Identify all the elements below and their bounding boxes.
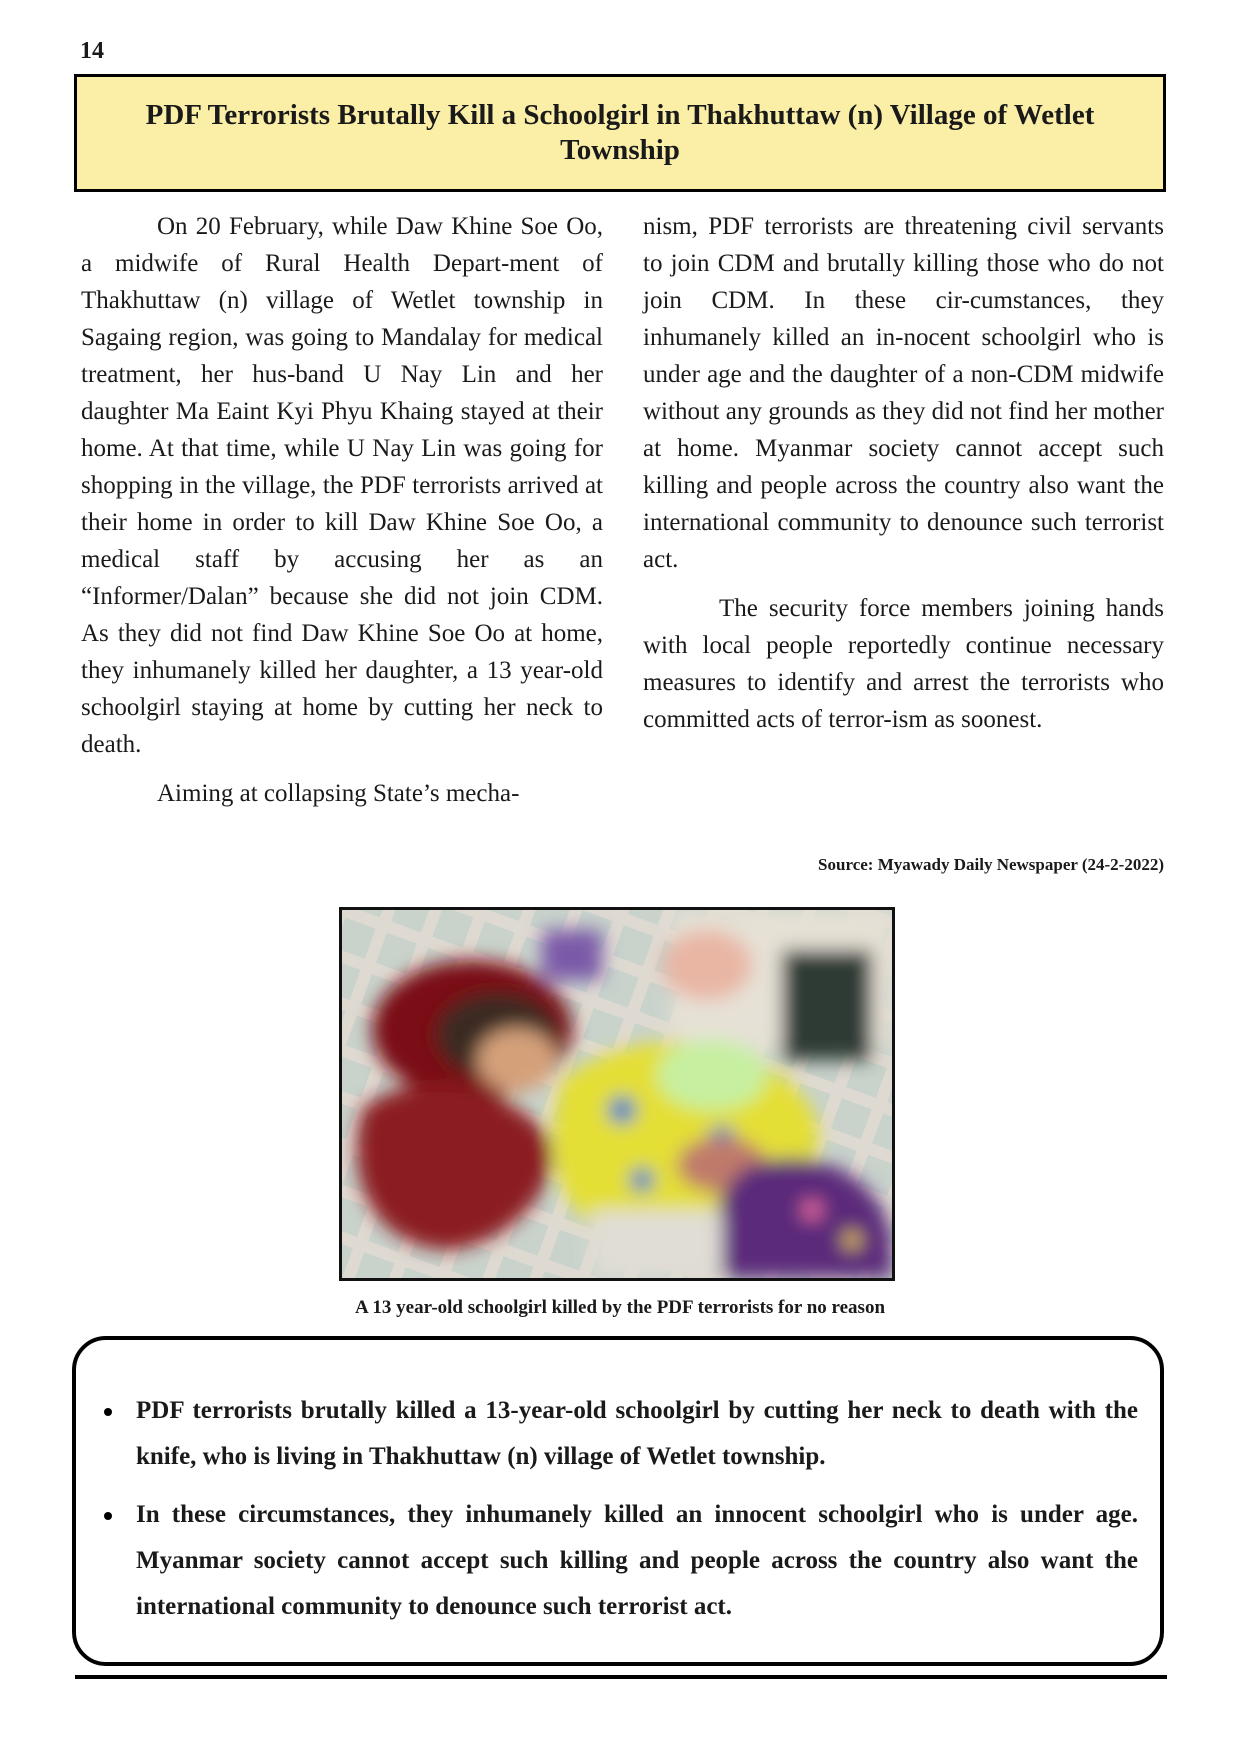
page-number: 14 (80, 38, 104, 64)
article-paragraph: nism, PDF terrorists are threatening civil servants to join CDM and brutally killing those who do not join CDM. In these cir-cumstances, they inhumanely killed an in-nocent schoolgirl who is under age and the daughter of a non-CDM midwife without any grounds as they did not find her mother at home. Myanmar society cannot accept such killing and people across the country also want the international community to denounce such terrorist act. (643, 213, 1164, 573)
summary-text: In these circumstances, they inhumanely killed an innocent schoolgirl who is under age. Myanmar society cannot accept such killing and people across the country also want the international community to denounce such terrorist act. (136, 1501, 1138, 1620)
photo-caption: A 13 year-old schoolgirl killed by the PDF terrorists for no reason (354, 1297, 886, 1318)
article-paragraph: On 20 February, while Daw Khine Soe Oo, a midwife of Rural Health Depart-ment of Thakhuttaw (n) village of Wetlet township in Sagaing region, was going to Mandalay for medical treatment, her hus-band U Nay Lin and her daughter Ma Eaint Kyi Phyu Khaing stayed at their home. At that time, while U Nay Lin was going for shopping in the village, the PDF terrorists arrived at their home in order to kill Daw Khine Soe Oo, a medical staff by accusing her as an “Informer/Dalan” because she did not join CDM. As they did not find Daw Khine Soe Oo at home, they inhumanely killed her daughter, a 13 year-old schoolgirl staying at home by cutting her neck to death. (81, 213, 603, 758)
news-photo (339, 907, 895, 1281)
summary-list (92, 1388, 1138, 1630)
blurred-photo-image (342, 910, 892, 1278)
article-column-left (81, 208, 603, 812)
summary-text: PDF terrorists brutally killed a 13-year-old schoolgirl by cutting her neck to death with the knife, who is living in Thakhuttaw (n) village of Wetlet township. (136, 1397, 1138, 1470)
article-title: PDF Terrorists Brutally Kill a Schoolgirl in Thakhuttaw (n) Village of Wetlet Township (145, 99, 1095, 166)
article-column-right (643, 208, 1164, 738)
bullet-icon (104, 1408, 112, 1416)
title-banner (74, 74, 1166, 192)
summary-box (72, 1336, 1164, 1666)
summary-item (92, 1492, 1138, 1630)
bottom-divider (75, 1675, 1167, 1679)
article-paragraph: Aiming at collapsing State’s mecha- (157, 780, 520, 807)
bullet-icon (104, 1512, 112, 1520)
article-paragraph: The security force members joining hands with local people reportedly continue necessary measures to identify and arrest the terrorists who committed acts of terror-ism as soonest. (643, 595, 1164, 733)
summary-item (92, 1388, 1138, 1480)
source-credit: Source: Myawady Daily Newspaper (24-2-2022) (818, 855, 1164, 874)
